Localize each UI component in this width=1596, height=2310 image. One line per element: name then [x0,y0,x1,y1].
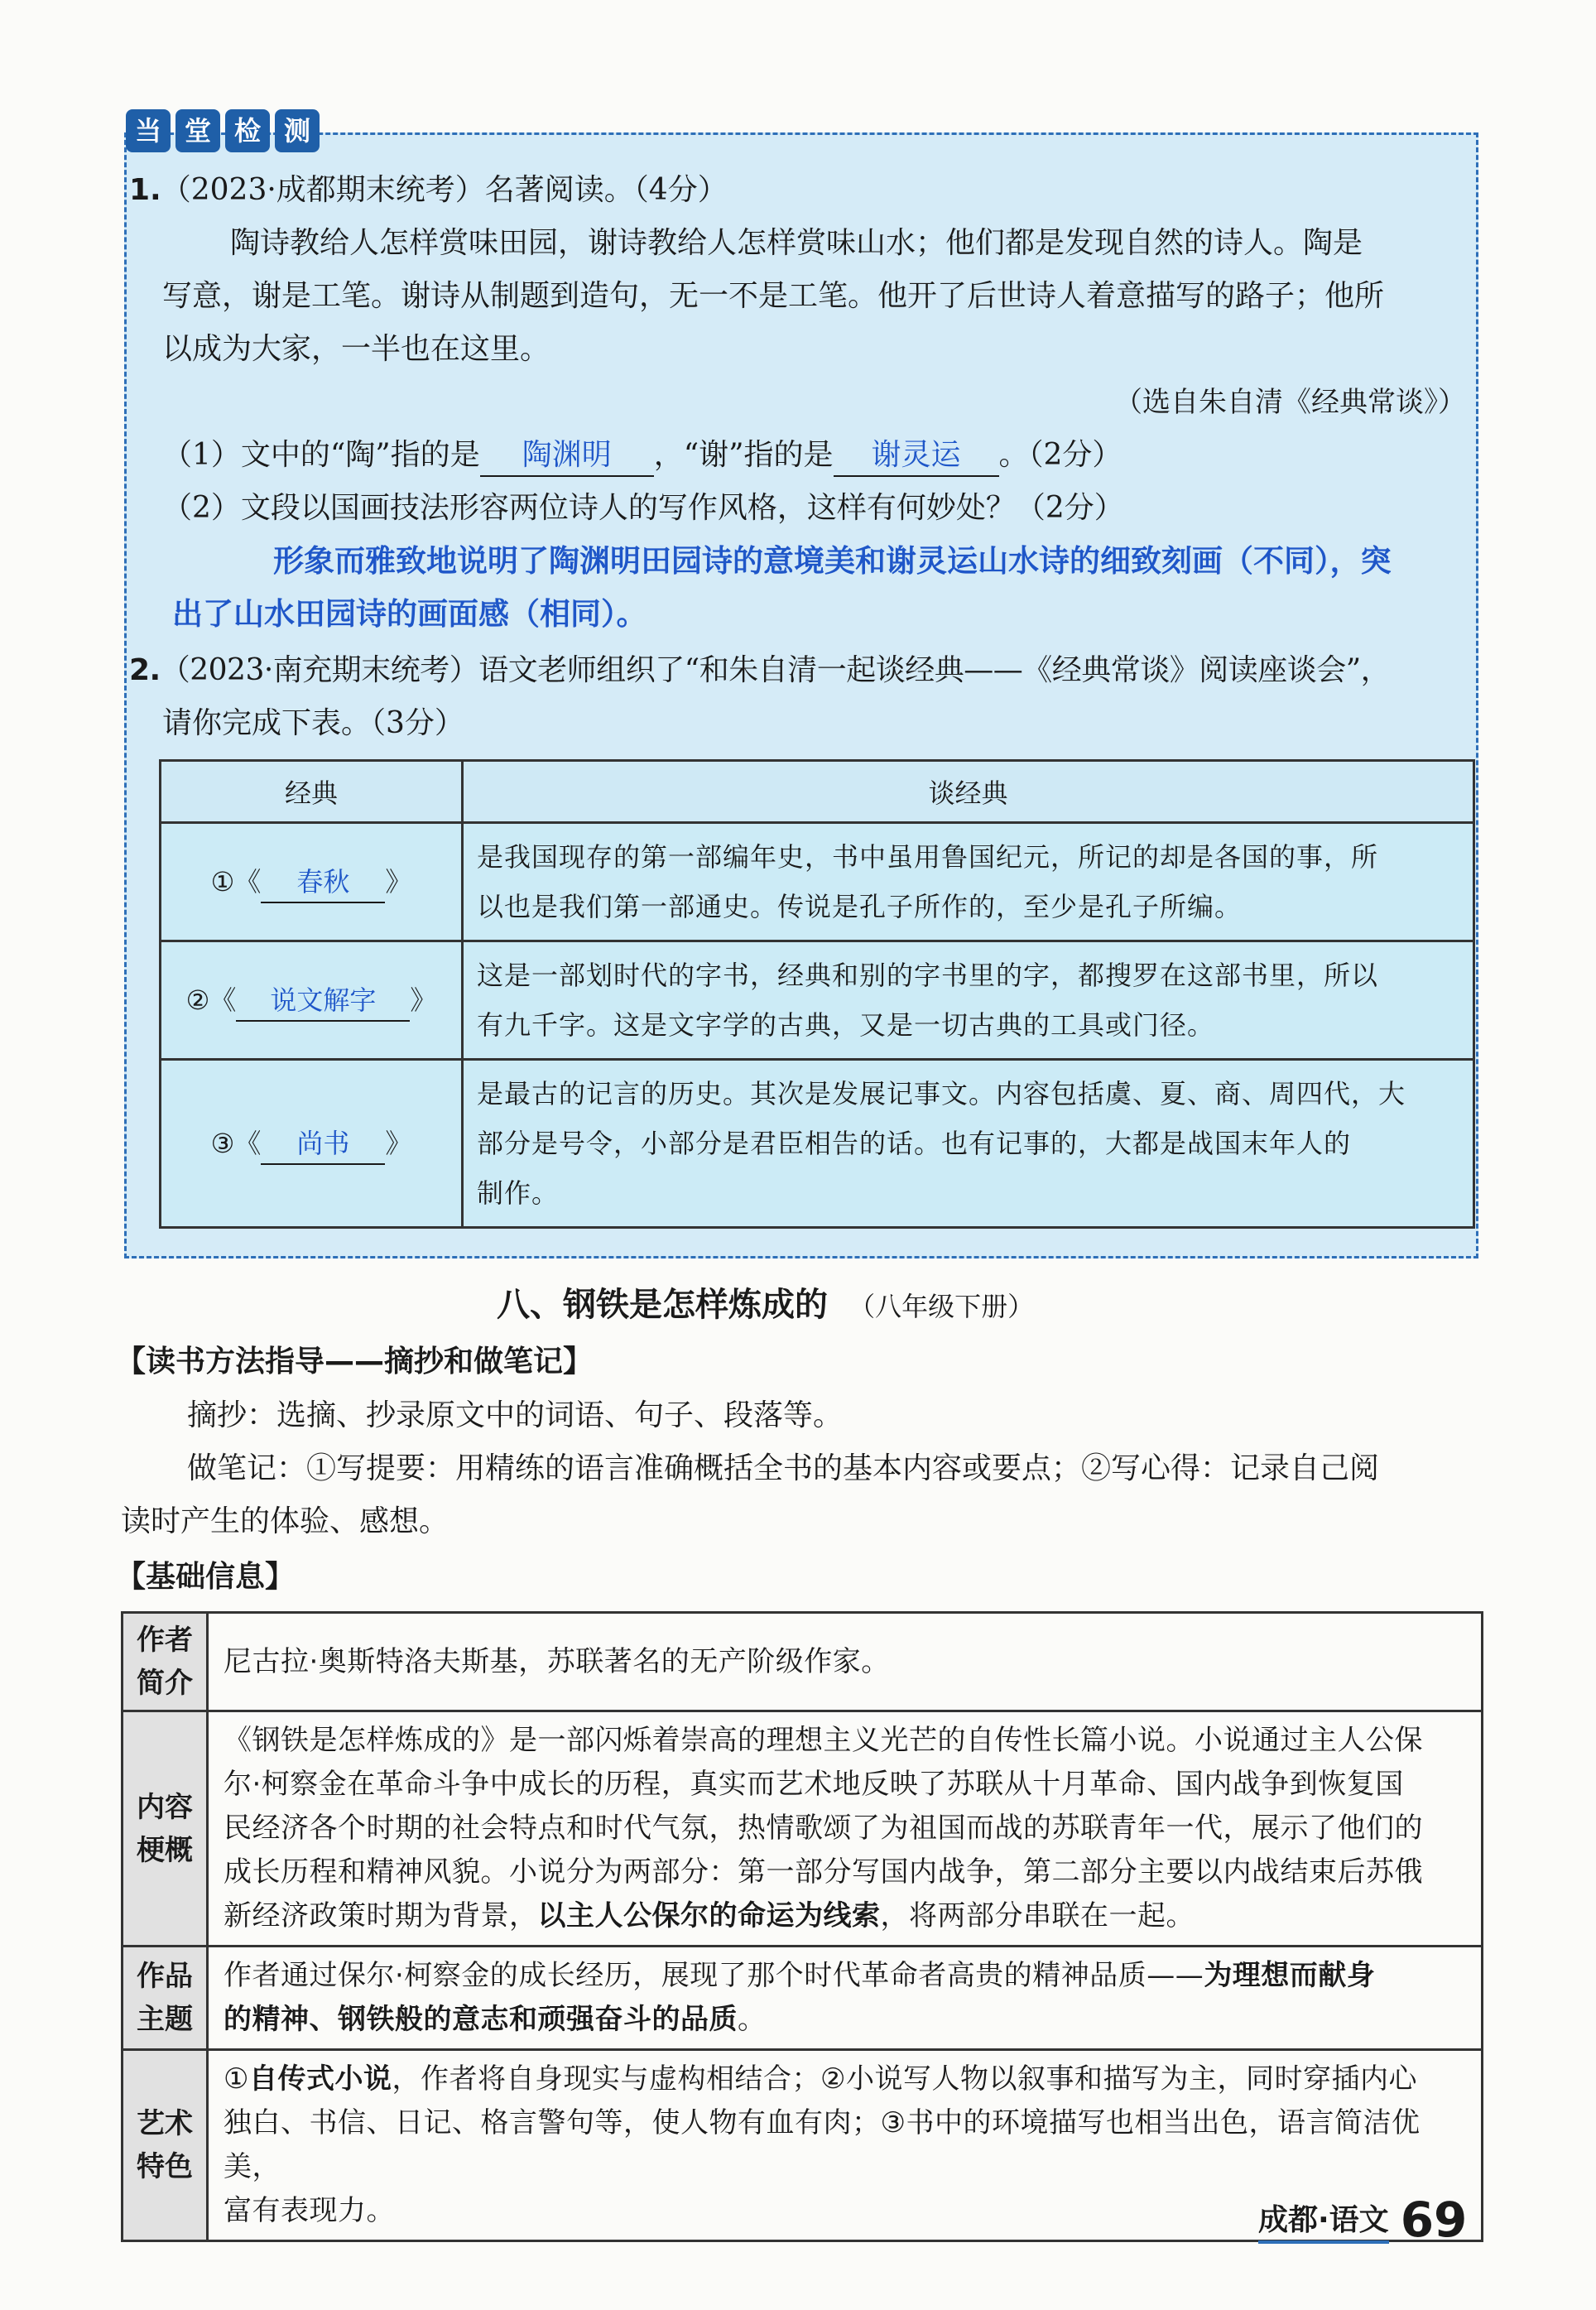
art-part: ① [224,2062,249,2096]
talk-cell [463,941,1474,1060]
summary-key: 以主人公保尔的命运为线索 [537,1899,881,1932]
label-line: 作品 [137,1960,193,1993]
method-line-1: 摘抄：选摘、抄录原文中的词语、句子、段落等。 [187,1398,844,1432]
theme-key: 为理想而献身 [1204,1959,1376,1992]
answer-blank: 尚书 [261,1124,385,1165]
q1-para-line: 陶诗教给人怎样赏味田园，谢诗教给人怎样赏味山水；他们都是发现自然的诗人。陶是 [230,226,1363,260]
q2-heading-2: 请你完成下表。（3分） [162,706,464,740]
theme-line [224,1998,1466,2042]
tag-char: 检 [225,109,270,152]
q1-para-line: 写意，谢是工笔。谢诗从制题到造句，无一不是工笔。他开了后世诗人着意描写的路子；他所 [162,279,1385,313]
answer-blank: 春秋 [261,862,385,903]
table-row [161,941,1474,1060]
talk-line: 是我国现存的第一部编年史，书中虽用鲁国纪元，所记的却是各国的事，所 [477,841,1379,873]
method-heading: 【读书方法指导——摘抄和做笔记】 [116,1345,594,1379]
talk-line: 制作。 [477,1177,560,1209]
q1-head-text: （2023·成都期末统考）名著阅读。（4分） [161,173,728,207]
talk-line: 以也是我们第一部通史。传说是孔子所作的，至少是孔子所编。 [477,891,1243,922]
row-num: ②《 [185,984,237,1016]
info-row-author [123,1613,1483,1711]
classic-cell [161,941,463,1060]
author-text: 尼古拉·奥斯特洛夫斯基，苏联著名的无产阶级作家。 [208,1613,1483,1711]
label-line: 主题 [137,2003,193,2036]
header-talk: 谈经典 [463,761,1474,823]
tag-char: 测 [275,109,320,152]
label-line: 艺术 [137,2107,193,2140]
summary-part: 新经济政策时期为背景， [224,1899,538,1932]
header-classic: 经典 [161,761,463,823]
q1-heading [129,164,728,217]
q1-sub2-answer: 形象而雅致地说明了陶渊明田园诗的意境美和谢灵运山水诗的细致刻画（不同），突 [273,543,1392,579]
info-heading: 【基础信息】 [116,1560,296,1594]
theme-part: 作者通过保尔·柯察金的成长经历，展现了那个时代革命者高贵的精神品质—— [224,1959,1204,1992]
row-num: ①《 [210,865,262,898]
summary-line [224,1894,1466,1938]
talk-line: 是最古的记言的历史。其次是发展记事文。内容包括虞、夏、商、周四代，大 [477,1078,1406,1109]
summary-part: ，将两部分串联在一起。 [880,1899,1195,1932]
classic-cell [161,823,463,941]
answer-blank-tao: 陶渊明 [480,436,654,477]
info-row-theme [123,1947,1483,2050]
basic-info-table [121,1611,1483,2248]
table-header-row [161,761,1474,823]
row-close: 》 [385,865,412,898]
q1-para-line: 以成为大家，一半也在这里。 [162,332,550,366]
q2-number: 2. [129,653,161,687]
tag-char: 当 [126,109,171,152]
q2-heading [129,644,1390,697]
theme-line [224,1954,1466,1998]
classic-cell [161,1060,463,1228]
label-line: 简介 [137,1667,193,1700]
art-line: 独白、书信、日记、格言警句等，使人物有血有肉；③书中的环境描写也相当出色，语言简洁优美， [224,2106,1421,2183]
q2-head-text: （2023·南充期末统考）语文老师组织了“和朱自清一起谈经典——《经典常谈》阅读座谈会”， [160,653,1391,687]
art-key: 自传式小说 [248,2062,392,2096]
practice-tag [126,109,324,152]
page-number: 69 [1400,2192,1468,2248]
q1-sub1-a: （1）文中的“陶”指的是 [162,438,480,472]
q1-sub1-c: 。（2分） [998,438,1122,472]
classics-table [159,759,1475,1229]
talk-cell [463,1060,1474,1228]
q1-sub1 [162,429,1122,482]
theme-text [208,1947,1483,2050]
page-footer [1258,2186,1468,2248]
label-line: 作者 [137,1624,193,1657]
theme-key: 的精神、钢铁般的意志和顽强奋斗的品质 [224,2003,738,2036]
summary-line: 民经济各个时期的社会特点和时代气氛，热情歌颂了为祖国而战的苏联青年一代，展示了他们的 [224,1812,1423,1845]
summary-text [208,1711,1483,1947]
method-line-2: 做笔记：①写提要：用精练的语言准确概括全书的基本内容或要点；②写心得：记录自己阅 [187,1451,1380,1485]
art-line [224,2057,1466,2101]
label-author [123,1613,208,1711]
label-line: 内容 [137,1790,193,1824]
summary-line: 尔·柯察金在革命斗争中成长的历程，真实而艺术地反映了苏联从十月革命、国内战争到恢复国 [224,1768,1404,1801]
q1-number: 1. [129,173,161,207]
talk-line: 有九千字。这是文字学的古典，又是一切古典的工具或门径。 [477,1009,1215,1041]
talk-line: 这是一部划时代的字书，经典和别的字书里的字，都搜罗在这部书里，所以 [477,960,1379,991]
row-close: 》 [385,1127,412,1159]
q1-sub1-b: ，“谢”指的是 [653,438,834,472]
row-num: ③《 [210,1127,262,1159]
summary-line: 成长历程和精神风貌。小说分为两部分：第一部分写国内战争，第二部分主要以内战结束后苏俄 [224,1855,1423,1889]
q1-sub2-answer: 出了山水田园诗的画面感（相同）。 [172,596,647,632]
summary-line: 《钢铁是怎样炼成的》是一部闪烁着崇高的理想主义光芒的自传性长篇小说。小说通过主人公保 [224,1724,1423,1757]
talk-line: 部分是号令，小部分是君臣相告的话。也有记事的，大都是战国末年人的 [477,1128,1352,1159]
table-row [161,823,1474,941]
label-line: 梗概 [137,1833,193,1867]
label-summary [123,1711,208,1947]
tag-char: 堂 [175,109,220,152]
theme-part: 。 [738,2003,767,2036]
label-art [123,2050,208,2241]
method-line-3: 读时产生的体验、感想。 [121,1504,449,1538]
section-title-row [497,1278,1034,1326]
section-subtitle: （八年级下册） [848,1291,1035,1322]
talk-cell [463,823,1474,941]
section-title: 八、钢铁是怎样炼成的 [497,1286,828,1324]
info-row-summary [123,1711,1483,1947]
q1-sub2: （2）文段以国画技法形容两位诗人的写作风格，这样有何妙处？（2分） [162,491,1124,525]
art-line: 富有表现力。 [224,2194,395,2227]
label-line: 特色 [137,2150,193,2183]
label-theme [123,1947,208,2050]
footer-label: 成都·语文 [1258,2197,1389,2244]
q1-source: （选自朱自清《经典常谈》） [1114,386,1466,419]
answer-blank-xie: 谢灵运 [834,436,999,477]
table-row [161,1060,1474,1228]
row-close: 》 [410,984,437,1016]
answer-blank: 说文解字 [236,980,410,1022]
art-part: ，作者将自身现实与虚构相结合；②小说写人物以叙事和描写为主，同时穿插内心 [392,2062,1417,2096]
